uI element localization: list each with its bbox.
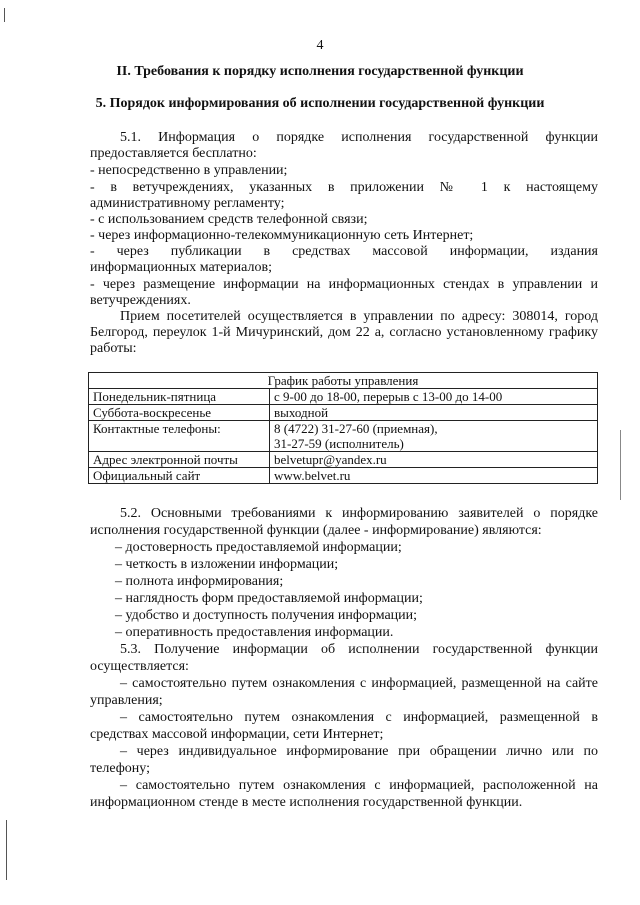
list-item: – удобство и доступность получения информации; [115, 608, 418, 623]
list-item: – четкость в изложении информации; [115, 557, 339, 572]
table-caption-row [89, 373, 598, 389]
list-item: – самостоятельно путем ознакомления с информацией, размещенной на сайте управления; [90, 676, 598, 708]
paragraph-5-1-line2: предоставляется бесплатно: [90, 146, 257, 161]
phone-line: 31-27-59 (исполнитель) [274, 436, 404, 451]
paragraph-5-2: 5.2. Основными требованиями к информированию заявителей о порядке исполнения государственной функции (далее - информирование) являются: [90, 506, 598, 538]
table-caption: График работы управления [89, 373, 598, 389]
list-item: – через индивидуальное информирование при обращении лично или по телефону; [90, 744, 598, 776]
paragraph-5-3: 5.3. Получение информации об исполнении государственной функции осуществляется: [90, 642, 598, 674]
table-cell-label: Понедельник-пятница [89, 389, 270, 405]
table-row [89, 421, 598, 452]
scan-edge-line [620, 430, 621, 500]
table-cell-label: Адрес электронной почты [89, 452, 270, 468]
table-row [89, 452, 598, 468]
table-row [89, 405, 598, 421]
section-heading: II. Требования к порядку исполнения государственной функции [116, 64, 524, 79]
list-item: – самостоятельно путем ознакомления с информацией, расположенной на информационном стенде в месте исполнения государственной функции. [90, 778, 598, 810]
list-item: – самостоятельно путем ознакомления с информацией, размещенной в средствах массовой информации, сети Интернет; [90, 710, 598, 742]
list-item: информационных материалов; [90, 260, 272, 275]
table-cell-value: выходной [270, 405, 598, 421]
list-item: – достоверность предоставляемой информации; [115, 540, 402, 555]
list-item: – наглядность форм предоставляемой информации; [115, 591, 423, 606]
list-item: - через размещение информации на информационных стендах в управлении и [90, 277, 598, 292]
list-item: - через публикации в средствах массовой информации, издания [90, 244, 598, 259]
table-cell-label: Официальный сайт [89, 468, 270, 484]
table-cell-label: Суббота-воскресенье [89, 405, 270, 421]
table-row [89, 468, 598, 484]
reception-paragraph: Прием посетителей осуществляется в управлении по адресу: 308014, город Белгород, переулок 1-й Мичуринский, дом 22 а, согласно установленному графику работы: [90, 309, 598, 356]
phone-line: 8 (4722) 31-27-60 (приемная), [274, 421, 438, 436]
list-item: ветучреждениях. [90, 293, 191, 308]
subsection-heading: 5. Порядок информирования об исполнении государственной функции [95, 96, 545, 111]
scan-edge-line [6, 820, 7, 880]
table-cell-value: с 9-00 до 18-00, перерыв с 13-00 до 14-00 [270, 389, 598, 405]
table-cell-label: Контактные телефоны: [89, 421, 270, 452]
schedule-table [88, 372, 598, 484]
list-item: - с использованием средств телефонной связи; [90, 212, 368, 227]
table-cell-value [270, 421, 598, 452]
list-item: – оперативность предоставления информации. [115, 625, 394, 640]
table-row [89, 389, 598, 405]
list-item: - через информационно-телекоммуникационную сеть Интернет; [90, 228, 474, 243]
page-number: 4 [316, 38, 324, 53]
paragraph-5-1-line1: 5.1. Информация о порядке исполнения государственной функции [120, 130, 598, 145]
list-item: – полнота информирования; [115, 574, 284, 589]
scan-edge-line [4, 8, 5, 22]
list-item: - непосредственно в управлении; [90, 163, 288, 178]
table-cell-value: www.belvet.ru [270, 468, 598, 484]
table-cell-value: belvetupr@yandex.ru [270, 452, 598, 468]
list-item: - в ветучреждениях, указанных в приложении № 1 к настоящему [90, 180, 598, 195]
list-item: административному регламенту; [90, 196, 285, 211]
